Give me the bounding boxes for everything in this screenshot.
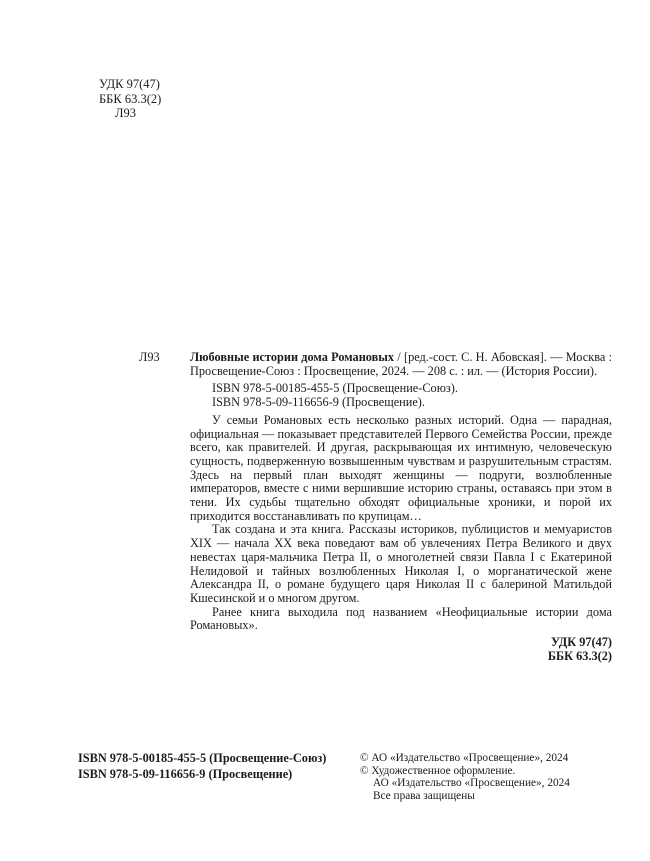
footer-isbn-line: ISBN 978-5-09-116656-9 (Просвещение) — [78, 766, 293, 781]
bibliographic-block — [139, 351, 612, 663]
copyright-line: © Художественное оформление. — [360, 764, 516, 777]
classification-codes-top — [99, 77, 161, 121]
annotation — [190, 414, 612, 633]
annotation-paragraph: Ранее книга выходила под названием «Неофициальные истории дома Романовых». — [190, 604, 612, 633]
copyright-line: Все права защищены — [373, 789, 475, 802]
bibliographic-entry — [190, 351, 612, 378]
classification-codes-bottom — [190, 636, 612, 663]
annotation-paragraph: У семьи Романовых есть несколько разных историй. Одна — парадная, официальная — показывает представителей Первого Семейства России, прежде всего, как правителей. И другая, раскрывающая их интимную, человеческую сущность, подверженную возвышенным чувствам и разрушительным страстям. Здесь на первый план выходят женщины — подруги, возлюбленные императоров, вместе с ними вершившие историю страны, оставаясь при этом в тени. Их судьбы тщательно обходят официальные хроники, и порой их приходится восстанавливать по крупицам… — [190, 412, 612, 523]
footer-isbn-block — [78, 751, 326, 782]
isbn-block — [190, 382, 612, 409]
bbk-code-top: ББК 63.3(2) — [99, 91, 162, 106]
bbk-code-bottom: ББК 63.3(2) — [547, 648, 612, 663]
book-title: Любовные истории дома Романовых — [190, 350, 395, 364]
udk-code-bottom: УДК 97(47) — [550, 635, 612, 650]
imprint-text-block — [190, 351, 612, 663]
annotation-paragraph: Так создана и эта книга. Рассказы историков, публицистов и мемуаристов XIX — начала XX века поведают вам об увлечениях Петра Великого и двух невестах царя-мальчика Петра II, о многолетней связи Павла I с Екатериной Нелидовой и тайных возлюбленных Николая I, о морганатической жене Александра II, о романе будущего царя Николая II с балериной Матильдой Кшесинской и о многом другом. — [190, 522, 612, 605]
copyright-block — [360, 752, 570, 802]
isbn-line: ISBN 978-5-00185-455-5 (Просвещение-Союз). — [212, 381, 458, 396]
footer-isbn-line: ISBN 978-5-00185-455-5 (Просвещение-Союз) — [78, 751, 327, 765]
author-sign-code: Л93 — [115, 106, 136, 120]
isbn-line: ISBN 978-5-09-116656-9 (Просвещение). — [212, 395, 425, 410]
bibliographic-description: / [ред.-сост. С. Н. Абовская]. — Москва : Просвещение-Союз : Просвещение, 2024. — 208 с. : ил. — (История России). — [190, 350, 612, 378]
copyright-line: АО «Издательство «Просвещение», 2024 — [373, 777, 570, 790]
copyright-line: © АО «Издательство «Просвещение», 2024 — [360, 752, 569, 764]
udk-code-top: УДК 97(47) — [99, 77, 160, 91]
margin-author-sign: Л93 — [139, 350, 160, 364]
